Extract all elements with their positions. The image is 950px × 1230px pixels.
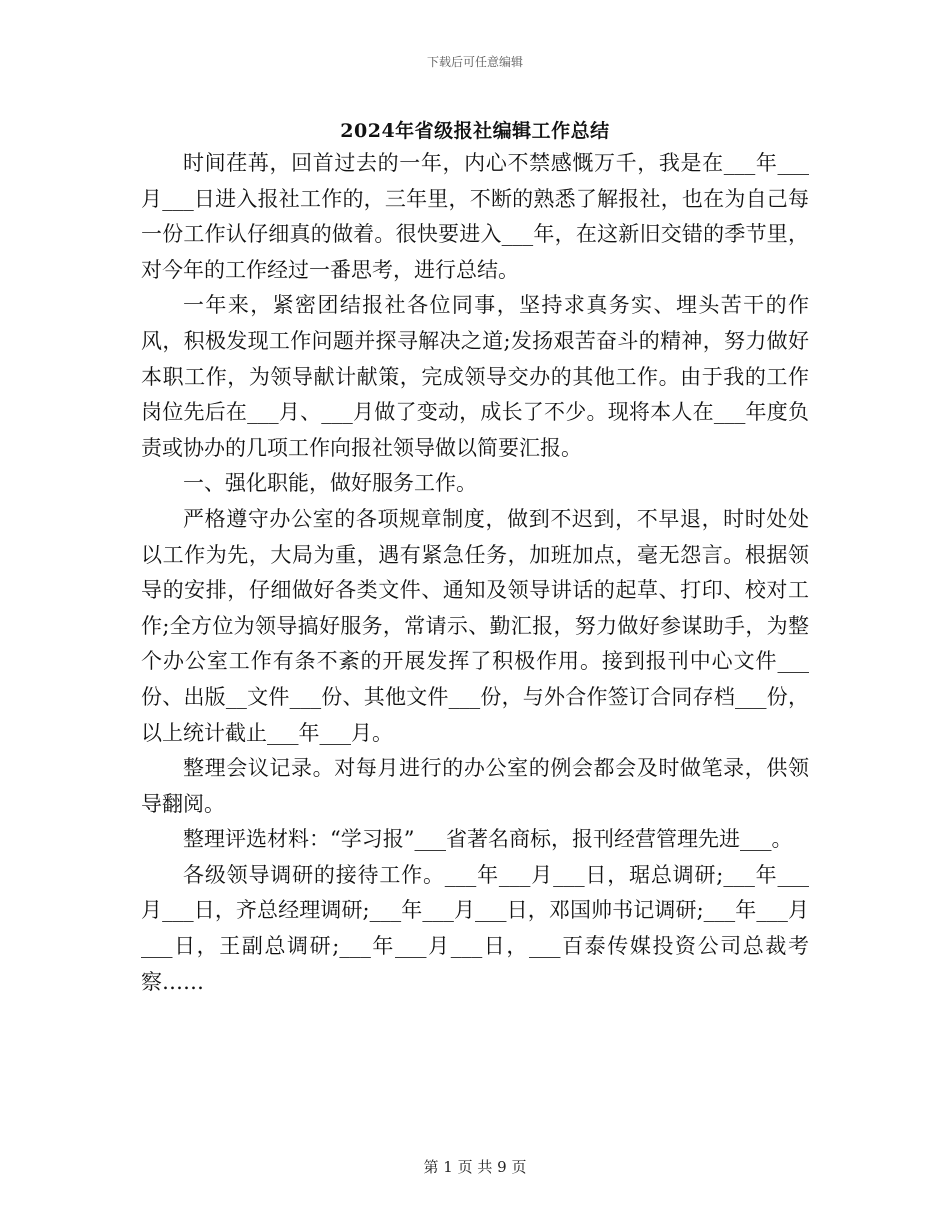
paragraph-intro: 时间荏苒，回首过去的一年，内心不禁感慨万千，我是在___年___月___日进入报社工作的，三年里，不断的熟悉了解报社，也在为自己每一份工作认仔细真的做着。很快要进入___年，在这新旧交错的季节里，对今年的工作经过一番思考，进行总结。 <box>141 151 809 282</box>
paragraph-meeting-records: 整理会议记录。对每月进行的办公室的例会都会及时做笔录，供领导翻阅。 <box>141 756 809 816</box>
paragraph-office-rules: 严格遵守办公室的各项规章制度，做到不迟到，不早退，时时处处以工作为先，大局为重，遇有紧急任务，加班加点，毫无怨言。根据领导的安排，仔细做好各类文件、通知及领导讲话的起草、打印、校对工作;全方位为领导搞好服务，常请示、勤汇报，努力做好参谋助手，为整个办公室工作有条不紊的开展发挥了积极作用。接到报刊中心文件___份、出版__文件___份、其他文件___份，与外合作签订合同存档___份，以上统计截止___年___月。 <box>141 506 809 745</box>
section-heading-1: 一、强化职能，做好服务工作。 <box>183 471 477 496</box>
document-body <box>141 146 809 1000</box>
paragraph-overview: 一年来，紧密团结报社各位同事，坚持求真务实、埋头苦干的作风，积极发现工作问题并探寻解决之道;发扬艰苦奋斗的精神，努力做好本职工作，为领导献计献策，完成领导交办的其他工作。由于我的工作岗位先后在___月、___月做了变动，成长了不少。现将本人在___年度负责或协办的几项工作向报社领导做以简要汇报。 <box>141 293 809 460</box>
header-note: 下载后可任意编辑 <box>426 55 523 69</box>
document-title: 2024年省级报社编辑工作总结 <box>340 120 610 142</box>
paragraph-reception-work: 各级领导调研的接待工作。___年___月___日，琚总调研;___年___月___日，齐总经理调研;___年___月___日，邓国帅书记调研;___年___月___日，王副总调研;___年___月___日，___百泰传媒投资公司总裁考察…… <box>141 862 809 994</box>
page-number: 第 1 页 共 9 页 <box>423 1158 527 1176</box>
paragraph-evaluation-materials: 整理评选材料：“学习报”___省著名商标，报刊经营管理先进___。 <box>183 827 793 852</box>
